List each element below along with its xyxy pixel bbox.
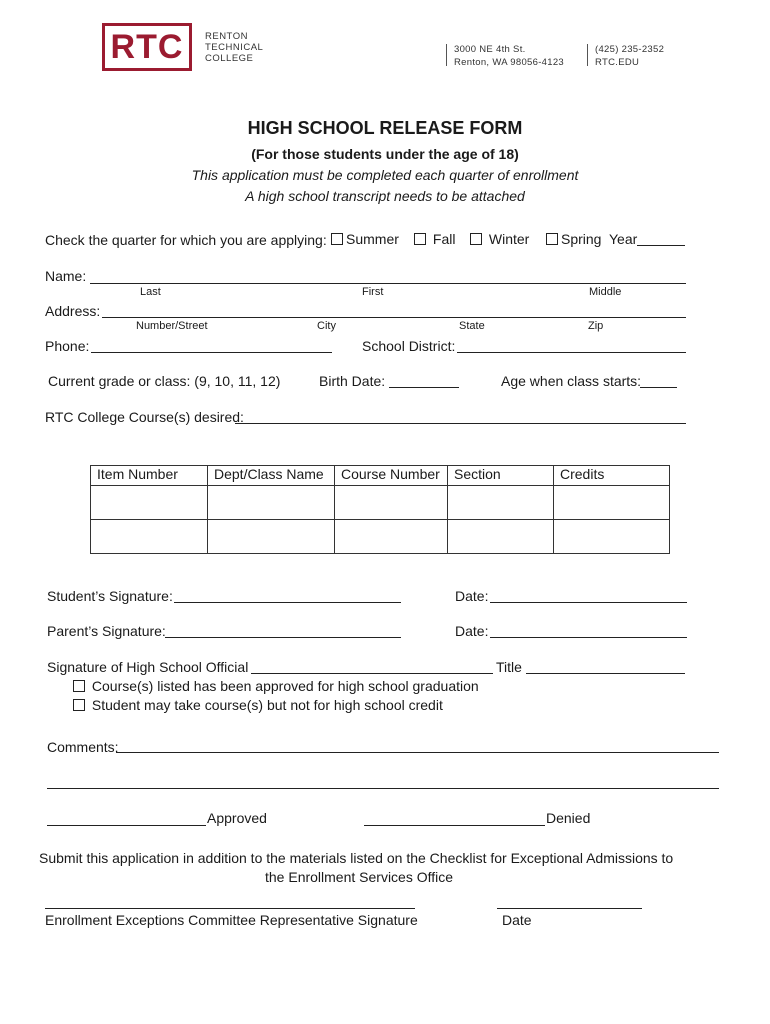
representative-signature-label: Enrollment Exceptions Committee Representative Signature <box>45 912 418 928</box>
official-signature-label: Signature of High School Official <box>47 659 249 675</box>
parent-signature-field[interactable] <box>165 637 401 638</box>
birth-date-label: Birth Date: <box>319 373 386 389</box>
column-header-credits: Credits <box>554 466 670 486</box>
street-caption: Number/Street <box>136 320 208 332</box>
student-date-label: Date: <box>455 588 489 604</box>
quarter-label: Check the quarter for which you are applying: <box>45 232 327 248</box>
spring-checkbox[interactable] <box>546 233 558 245</box>
representative-date-label: Date <box>502 912 532 928</box>
table-cell[interactable] <box>554 520 670 554</box>
name-field[interactable] <box>90 283 686 284</box>
year-field[interactable] <box>637 245 685 246</box>
representative-date-field[interactable] <box>497 908 642 909</box>
parent-date-label: Date: <box>455 623 489 639</box>
winter-label: Winter <box>488 231 530 247</box>
submit-instruction-line2: the Enrollment Services Office <box>265 869 454 885</box>
college-line: TECHNICAL <box>205 42 264 53</box>
parent-date-field[interactable] <box>490 637 687 638</box>
fall-checkbox[interactable] <box>414 233 426 245</box>
approved-label: Approved <box>207 810 267 826</box>
last-name-caption: Last <box>140 286 161 298</box>
address-field[interactable] <box>102 317 686 318</box>
table-row <box>91 520 670 554</box>
winter-option[interactable] <box>470 231 529 247</box>
spring-label: Spring <box>561 231 602 247</box>
header-divider <box>587 44 588 66</box>
no-credit-checkbox[interactable] <box>73 699 85 711</box>
summer-label: Summer <box>346 231 399 247</box>
grade-label: Current grade or class: (9, 10, 11, 12) <box>48 373 281 389</box>
comments-label: Comments: <box>47 739 119 755</box>
birth-date-field[interactable] <box>389 387 459 388</box>
table-cell[interactable] <box>448 520 554 554</box>
phone-field[interactable] <box>91 352 332 353</box>
summer-option[interactable] <box>331 231 399 247</box>
college-address <box>454 43 564 69</box>
table-cell[interactable] <box>91 520 208 554</box>
parent-signature-label: Parent’s Signature: <box>47 623 166 639</box>
no-credit-option-label: Student may take course(s) but not for high school credit <box>91 697 443 713</box>
submit-instruction-line1: Submit this application in addition to the materials listed on the Checklist for Exceptional Admissions to <box>39 850 674 866</box>
table-row <box>91 486 670 520</box>
college-phone: (425) 235-2352 <box>595 44 665 55</box>
spring-option[interactable] <box>546 231 601 247</box>
table-cell[interactable] <box>335 520 448 554</box>
column-header-section: Section <box>448 466 554 486</box>
representative-signature-field[interactable] <box>45 908 415 909</box>
address-label: Address: <box>45 303 101 319</box>
school-district-field[interactable] <box>457 352 686 353</box>
address-line-1: 3000 NE 4th St. <box>454 44 526 55</box>
school-district-label: School District: <box>362 338 456 354</box>
table-cell[interactable] <box>208 486 335 520</box>
official-title-field[interactable] <box>526 673 685 674</box>
state-caption: State <box>459 320 485 332</box>
address-line-2: Renton, WA 98056-4123 <box>454 57 564 68</box>
table-header-row <box>91 466 670 486</box>
fall-label: Fall <box>432 231 456 247</box>
form-title: HIGH SCHOOL RELEASE FORM <box>247 118 523 138</box>
column-header-dept-class: Dept/Class Name <box>208 466 335 486</box>
column-header-course-number: Course Number <box>335 466 448 486</box>
college-line: RENTON <box>205 31 248 42</box>
age-field[interactable] <box>640 387 677 388</box>
graduation-option-label: Course(s) listed has been approved for high school graduation <box>91 678 479 694</box>
age-label: Age when class starts: <box>501 373 642 389</box>
zip-caption: Zip <box>588 320 604 332</box>
approval-option-graduation[interactable] <box>73 678 479 694</box>
comments-field-line-2[interactable] <box>47 788 719 789</box>
comments-field[interactable] <box>116 752 719 753</box>
official-title-label: Title <box>496 659 522 675</box>
form-note-enrollment: This application must be completed each quarter of enrollment <box>191 167 579 183</box>
course-table <box>90 465 670 554</box>
table-cell[interactable] <box>208 520 335 554</box>
graduation-checkbox[interactable] <box>73 680 85 692</box>
form-subtitle: (For those students under the age of 18) <box>251 146 519 162</box>
courses-desired-label: RTC College Course(s) desired: <box>45 409 244 425</box>
college-name <box>205 31 263 64</box>
winter-checkbox[interactable] <box>470 233 482 245</box>
denied-label: Denied <box>546 810 591 826</box>
first-name-caption: First <box>362 286 384 298</box>
denied-field[interactable] <box>364 825 545 826</box>
year-label: Year <box>609 231 638 247</box>
courses-desired-field[interactable] <box>235 423 686 424</box>
column-header-item-number: Item Number <box>91 466 208 486</box>
approved-field[interactable] <box>47 825 206 826</box>
table-cell[interactable] <box>91 486 208 520</box>
middle-name-caption: Middle <box>589 286 622 298</box>
student-signature-field[interactable] <box>174 602 401 603</box>
fall-option[interactable] <box>414 231 455 247</box>
rtc-logo: RTC <box>102 23 192 71</box>
table-cell[interactable] <box>448 486 554 520</box>
official-signature-field[interactable] <box>251 673 493 674</box>
approval-option-no-credit[interactable] <box>73 697 443 713</box>
student-date-field[interactable] <box>490 602 687 603</box>
table-cell[interactable] <box>554 486 670 520</box>
table-cell[interactable] <box>335 486 448 520</box>
summer-checkbox[interactable] <box>331 233 343 245</box>
header-divider <box>446 44 447 66</box>
college-line: COLLEGE <box>205 53 254 64</box>
name-label: Name: <box>45 268 87 284</box>
college-website: RTC.EDU <box>595 57 640 68</box>
form-note-transcript: A high school transcript needs to be attached <box>245 188 525 204</box>
city-caption: City <box>317 320 336 332</box>
student-signature-label: Student’s Signature: <box>47 588 173 604</box>
phone-label: Phone: <box>45 338 90 354</box>
college-contact <box>595 43 664 69</box>
